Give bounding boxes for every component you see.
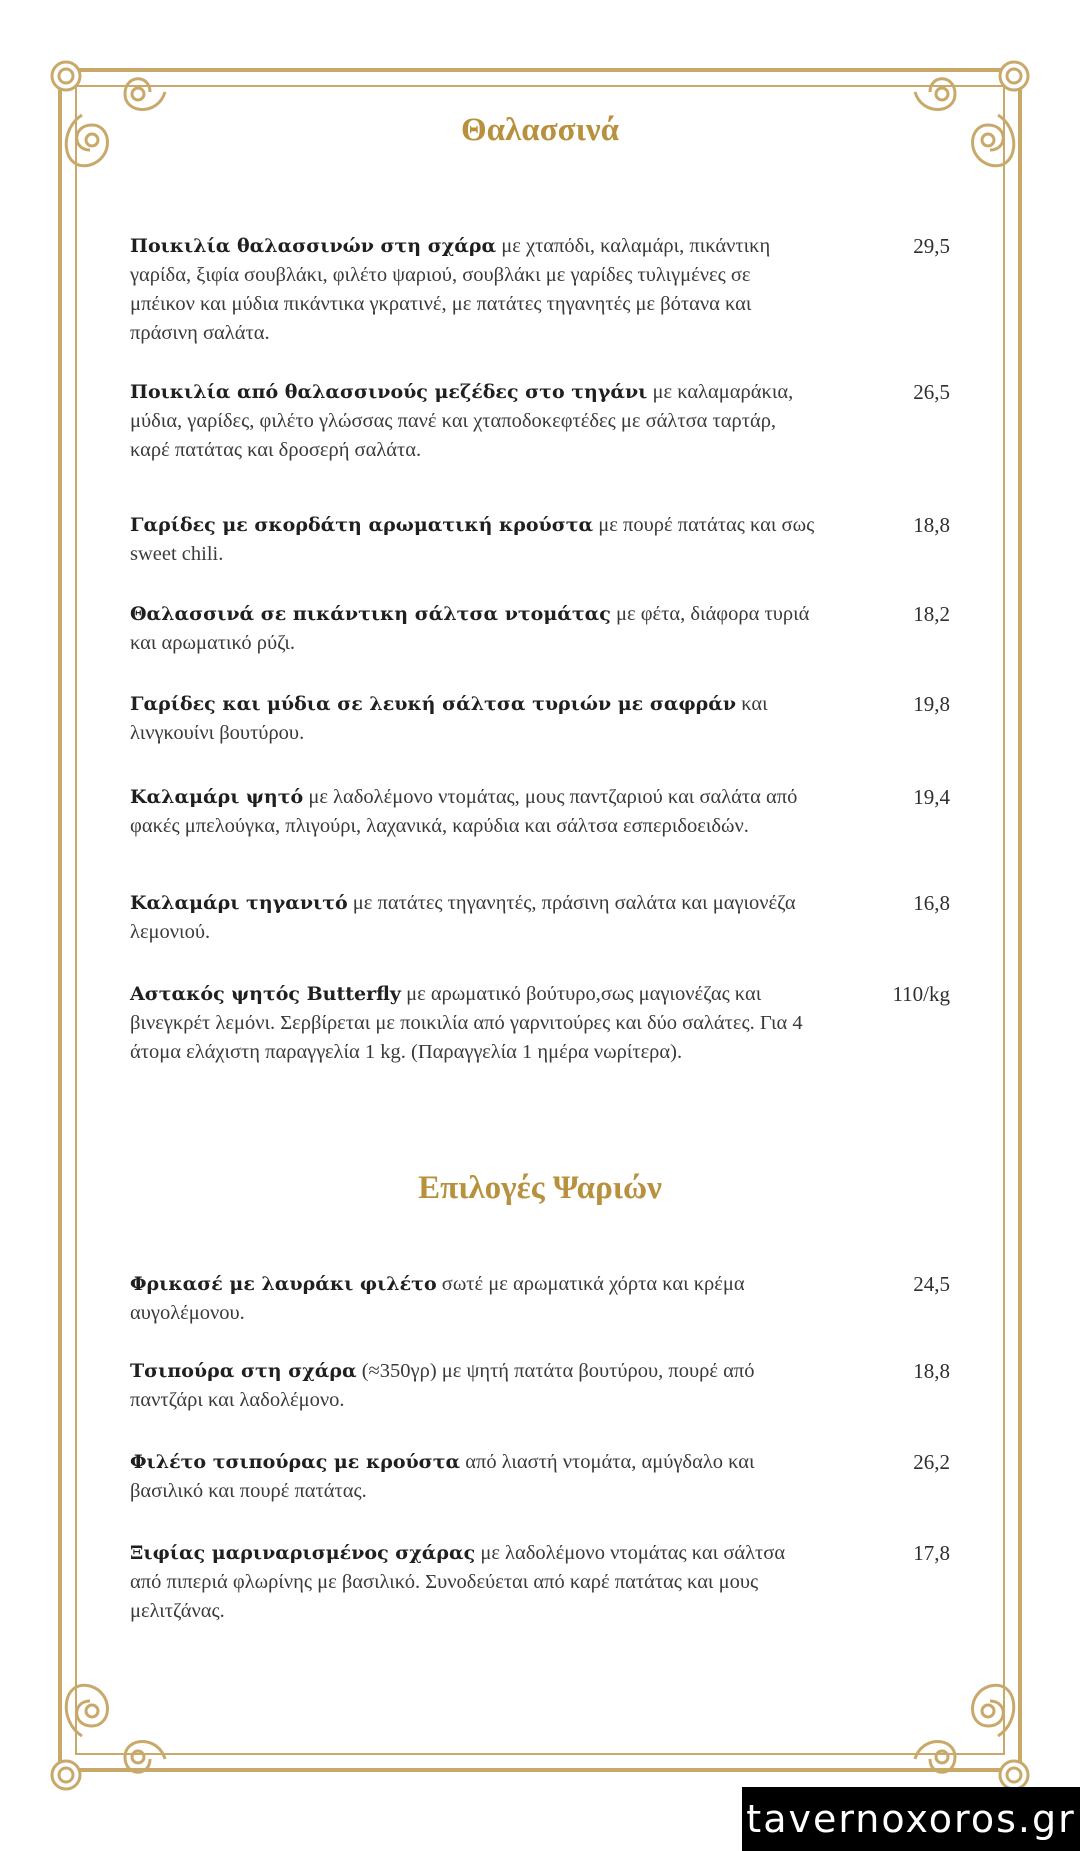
corner-scroll-icon — [915, 1685, 1028, 1789]
item-name: Φρικασέ με λαυράκι φιλέτο — [130, 1273, 437, 1295]
item-name: Ξιφίας μαριναρισμένος σχάρας — [130, 1542, 476, 1564]
menu-item — [130, 690, 950, 748]
menu-item — [130, 600, 950, 658]
menu-item — [130, 783, 950, 841]
item-description: σωτέ με αρωματικά χόρτα και κρέμα αυγολέμονου. — [130, 1273, 745, 1324]
item-name: Θαλασσινά σε πικάντικη σάλτσα ντομάτας — [130, 603, 611, 625]
item-price: 26,5 — [913, 380, 950, 404]
item-description: (≈350γρ) με ψητή πατάτα βουτύρου, πουρέ από παντζάρι και λαδολέμονο. — [130, 1360, 755, 1411]
site-watermark: tavernoxoros.gr — [742, 1787, 1080, 1851]
menu-item — [130, 232, 950, 348]
item-name: Αστακός ψητός Butterfly — [130, 983, 401, 1005]
item-name: Φιλέτο τσιπούρας με κρούστα — [130, 1451, 461, 1473]
menu-item — [130, 511, 950, 569]
item-description: από λιαστή ντομάτα, αμύγδαλο και βασιλικό και πουρέ πατάτας. — [130, 1451, 755, 1502]
item-description: με αρωματικό βούτυρο,σως μαγιονέζας και βινεγκρέτ λεμόνι. Σερβίρεται με ποικιλία από γαρνιτούρες και δύο σαλάτες. Για 4 άτομα ελάχιστη παραγγελία 1 kg. (Παραγγελία 1 ημέρα νωρίτερα). — [130, 983, 803, 1063]
item-price: 19,4 — [913, 785, 950, 809]
item-price: 18,8 — [913, 1359, 950, 1383]
menu-item — [130, 1448, 950, 1506]
corner-scroll-icon — [52, 1685, 165, 1789]
item-name: Καλαμάρι ψητό — [130, 786, 304, 808]
item-description: με λαδολέμονο ντομάτας και σάλτσα από πιπεριά φλωρίνης με βασιλικό. Συνοδεύεται από καρέ πατάτας και μους μελιτζάνας. — [130, 1542, 786, 1622]
item-name: Ποικιλία θαλασσινών στη σχάρα — [130, 235, 497, 257]
section-title-seafood: Θαλασσινά — [460, 112, 619, 148]
item-name: Τσιπούρα στη σχάρα — [130, 1360, 357, 1382]
item-description: και λινγκουίνι βουτύρου. — [130, 693, 768, 744]
item-description: με καλαμαράκια, μύδια, γαρίδες, φιλέτο γλώσσας πανέ και χταποδοκεφτέδες με σάλτσα ταρτάρ, καρέ πατάτας και δροσερή σαλάτα. — [130, 381, 794, 461]
item-name: Καλαμάρι τηγανιτό — [130, 892, 348, 914]
item-price: 18,8 — [913, 513, 950, 537]
menu-item — [130, 1357, 950, 1415]
menu-item — [130, 889, 950, 947]
item-description: με χταπόδι, καλαμάρι, πικάντικη γαρίδα, ξιφία σουβλάκι, φιλέτο ψαριού, σουβλάκι με γαρίδες τυλιγμένες σε μπέικον και μύδια πικάντικα γκρατινέ, με πατάτες τηγανητές με βότανα και πράσινη σαλάτα. — [130, 235, 771, 344]
item-price: 24,5 — [913, 1272, 950, 1296]
menu-item — [130, 980, 950, 1067]
item-price: 17,8 — [913, 1541, 950, 1565]
item-description: με πατάτες τηγανητές, πράσινη σαλάτα και μαγιονέζα λεμονιού. — [130, 892, 796, 943]
item-name: Γαρίδες με σκορδάτη αρωματική κρούστα — [130, 514, 594, 536]
item-price: 18,2 — [913, 602, 950, 626]
menu-item — [130, 1270, 950, 1328]
item-name: Γαρίδες και μύδια σε λευκή σάλτσα τυριών με σαφράν — [130, 693, 737, 715]
item-price: 16,8 — [913, 891, 950, 915]
item-name: Ποικιλία από θαλασσινούς μεζέδες στο τηγάνι — [130, 381, 648, 403]
item-description: με φέτα, διάφορα τυριά και αρωματικό ρύζι. — [130, 603, 810, 654]
menu-item — [130, 1539, 950, 1626]
section-title-fish: Επιλογές Ψαριών — [418, 1170, 662, 1206]
item-description: με πουρέ πατάτας και σως sweet chili. — [130, 514, 815, 565]
menu-item — [130, 378, 950, 465]
item-price: 19,8 — [913, 692, 950, 716]
item-price: 26,2 — [913, 1450, 950, 1474]
item-price: 110/kg — [892, 982, 950, 1006]
item-description: με λαδολέμονο ντομάτας, μους παντζαριού και σαλάτα από φακές μπελούγκα, πλιγούρι, λαχανικά, καρύδια και σάλτσα εσπεριδοειδών. — [130, 786, 798, 837]
item-price: 29,5 — [913, 234, 950, 258]
